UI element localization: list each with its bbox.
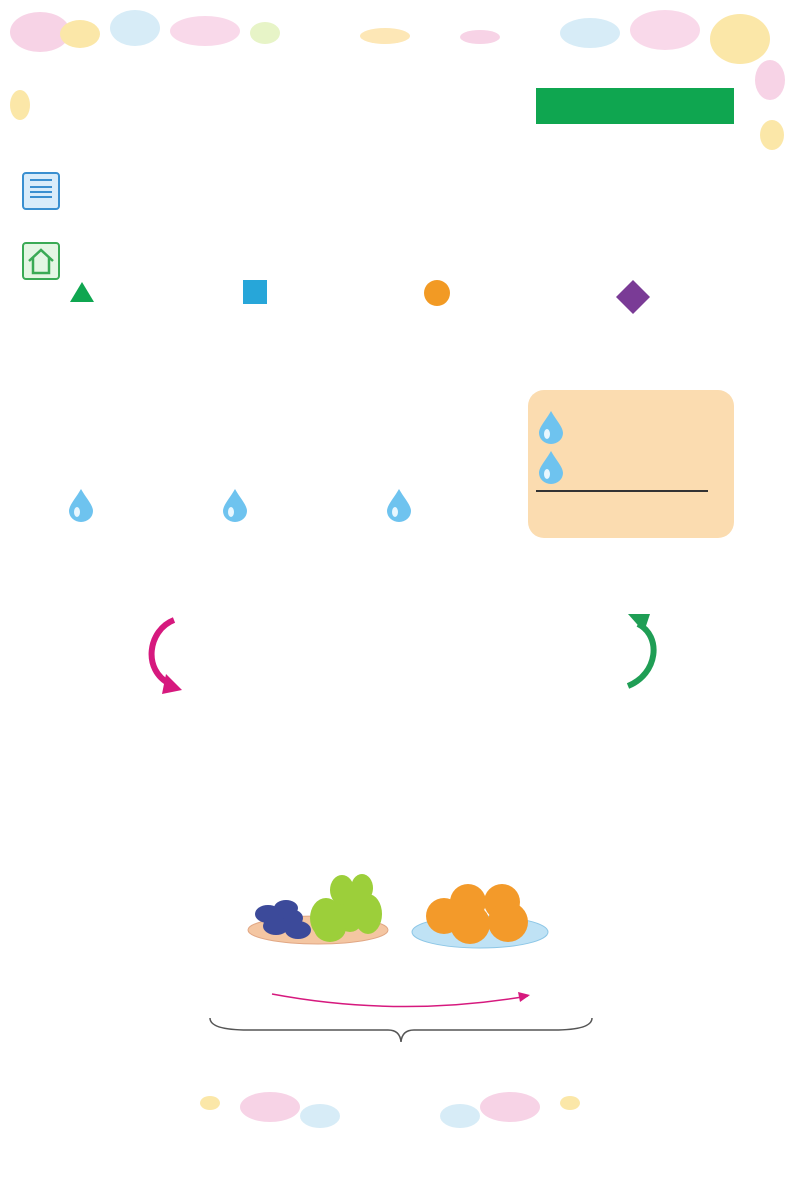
drop-icon bbox=[538, 450, 564, 484]
green-strip bbox=[536, 88, 734, 124]
drop-icon bbox=[68, 488, 94, 522]
drop-icon bbox=[538, 410, 564, 444]
drop-icon bbox=[222, 488, 248, 522]
left-curved-arrow bbox=[140, 608, 190, 698]
divider bbox=[536, 490, 708, 492]
example-line-2 bbox=[538, 450, 564, 484]
drop-eq-3 bbox=[386, 488, 412, 522]
example-box bbox=[528, 390, 734, 538]
square-icon bbox=[243, 280, 267, 304]
curved-arrow bbox=[270, 988, 540, 1018]
drop-eq-2 bbox=[222, 488, 248, 522]
brace bbox=[208, 1016, 594, 1044]
example-line-1 bbox=[538, 410, 564, 444]
circle-icon bbox=[424, 280, 450, 306]
diamond-icon bbox=[616, 280, 650, 314]
home-icon bbox=[22, 242, 60, 280]
triangle-icon bbox=[68, 280, 96, 304]
shape-eq-3 bbox=[424, 280, 450, 310]
shape-eq-4 bbox=[616, 280, 650, 319]
notebook-icon bbox=[22, 172, 60, 210]
plums-pears-plate bbox=[246, 868, 396, 948]
drop-icon bbox=[386, 488, 412, 522]
shape-eq-1 bbox=[68, 280, 96, 309]
right-curved-arrow bbox=[618, 608, 668, 698]
drop-eq-1 bbox=[68, 488, 94, 522]
shape-eq-2 bbox=[243, 280, 267, 309]
oranges-plate bbox=[410, 876, 550, 952]
